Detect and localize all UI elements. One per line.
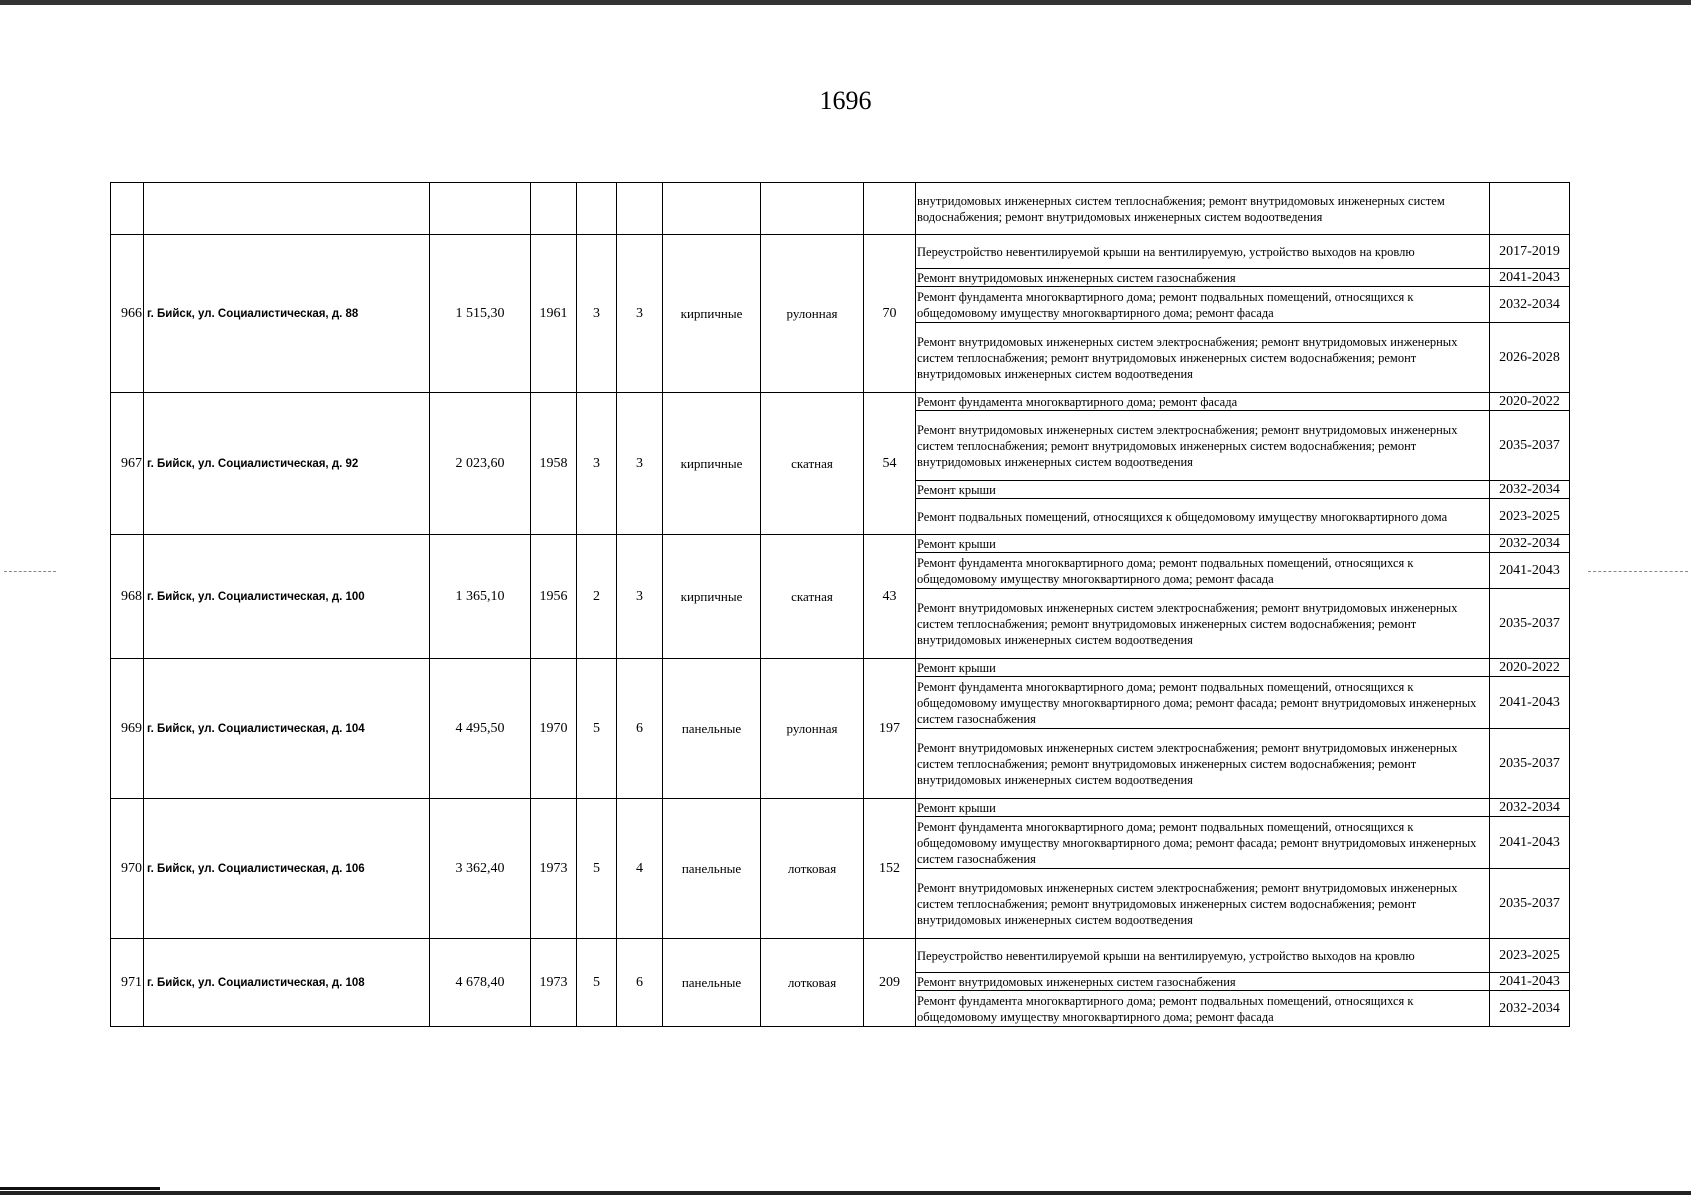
work-description: Ремонт крыши — [916, 799, 1490, 817]
floor-count: 5 — [577, 939, 617, 1027]
roof-type: скатная — [761, 535, 864, 659]
work-description: Ремонт внутридомовых инженерных систем газоснабжения — [916, 973, 1490, 991]
work-period: 2041-2043 — [1490, 973, 1570, 991]
work-period: 2032-2034 — [1490, 799, 1570, 817]
build-year: 1973 — [531, 939, 577, 1027]
row-number: 970 — [111, 799, 144, 939]
scan-top-edge — [0, 0, 1691, 5]
empty-cell — [761, 183, 864, 235]
total-area: 4 678,40 — [430, 939, 531, 1027]
wall-material: кирпичные — [663, 235, 761, 393]
build-year: 1961 — [531, 235, 577, 393]
page-number: 1696 — [819, 86, 872, 115]
house-address: г. Бийск, ул. Социалистическая, д. 100 — [144, 535, 430, 659]
row-number: 969 — [111, 659, 144, 799]
resident-count: 209 — [864, 939, 916, 1027]
work-period: 2017-2019 — [1490, 235, 1570, 269]
wall-material: кирпичные — [663, 535, 761, 659]
entrance-count: 3 — [617, 535, 663, 659]
build-year: 1958 — [531, 393, 577, 535]
housing-repair-table — [110, 182, 1570, 1027]
resident-count: 152 — [864, 799, 916, 939]
work-description: Ремонт фундамента многоквартирного дома; ремонт фасада — [916, 393, 1490, 411]
work-period: 2032-2034 — [1490, 481, 1570, 499]
floor-count: 5 — [577, 799, 617, 939]
empty-cell — [144, 183, 430, 235]
scan-margin-mark-left — [4, 571, 56, 573]
empty-cell — [430, 183, 531, 235]
house-address: г. Бийск, ул. Социалистическая, д. 88 — [144, 235, 430, 393]
roof-type: рулонная — [761, 235, 864, 393]
work-description: внутридомовых инженерных систем теплоснабжения; ремонт внутридомовых инженерных систем водоснабжения; ремонт внутридомовых инженерных систем водоотведения — [916, 183, 1490, 235]
work-period: 2023-2025 — [1490, 499, 1570, 535]
total-area: 1 515,30 — [430, 235, 531, 393]
build-year: 1970 — [531, 659, 577, 799]
table-row — [111, 799, 1570, 817]
work-description: Ремонт внутридомовых инженерных систем электроснабжения; ремонт внутридомовых инженерных систем теплоснабжения; ремонт внутридомовых инженерных систем водоснабжения; ремонт внутридомовых инженерных систем водоотведения — [916, 869, 1490, 939]
empty-cell — [531, 183, 577, 235]
work-description: Ремонт крыши — [916, 481, 1490, 499]
wall-material: панельные — [663, 799, 761, 939]
entrance-count: 6 — [617, 939, 663, 1027]
work-description: Ремонт подвальных помещений, относящихся к общедомовому имуществу многоквартирного дома — [916, 499, 1490, 535]
row-number: 971 — [111, 939, 144, 1027]
work-description: Ремонт фундамента многоквартирного дома; ремонт подвальных помещений, относящихся к общедомовому имуществу многоквартирного дома; ремонт фасада — [916, 991, 1490, 1027]
work-period: 2041-2043 — [1490, 553, 1570, 589]
work-period: 2035-2037 — [1490, 411, 1570, 481]
roof-type: скатная — [761, 393, 864, 535]
table-row-carryover — [111, 183, 1570, 235]
work-period — [1490, 183, 1570, 235]
work-period: 2041-2043 — [1490, 817, 1570, 869]
row-number: 968 — [111, 535, 144, 659]
floor-count: 3 — [577, 393, 617, 535]
total-area: 1 365,10 — [430, 535, 531, 659]
resident-count: 197 — [864, 659, 916, 799]
work-period: 2041-2043 — [1490, 269, 1570, 287]
work-period: 2035-2037 — [1490, 589, 1570, 659]
work-period: 2035-2037 — [1490, 729, 1570, 799]
wall-material: кирпичные — [663, 393, 761, 535]
work-period: 2041-2043 — [1490, 677, 1570, 729]
floor-count: 5 — [577, 659, 617, 799]
row-number: 966 — [111, 235, 144, 393]
total-area: 2 023,60 — [430, 393, 531, 535]
work-description: Ремонт фундамента многоквартирного дома; ремонт подвальных помещений, относящихся к общедомовому имуществу многоквартирного дома; ремонт фасада; ремонт внутридомовых инженерных систем газоснабжения — [916, 677, 1490, 729]
work-description: Ремонт крыши — [916, 659, 1490, 677]
table-row — [111, 939, 1570, 973]
total-area: 3 362,40 — [430, 799, 531, 939]
wall-material: панельные — [663, 939, 761, 1027]
work-description: Ремонт внутридомовых инженерных систем электроснабжения; ремонт внутридомовых инженерных систем теплоснабжения; ремонт внутридомовых инженерных систем водоснабжения; ремонт внутридомовых инженерных систем водоотведения — [916, 411, 1490, 481]
work-description: Переустройство невентилируемой крыши на вентилируемую, устройство выходов на кровлю — [916, 235, 1490, 269]
work-period: 2035-2037 — [1490, 869, 1570, 939]
work-description: Ремонт крыши — [916, 535, 1490, 553]
work-description: Ремонт внутридомовых инженерных систем электроснабжения; ремонт внутридомовых инженерных систем теплоснабжения; ремонт внутридомовых инженерных систем водоснабжения; ремонт внутридомовых инженерных систем водоотведения — [916, 729, 1490, 799]
scan-bottom-edge — [0, 1191, 1691, 1195]
house-address: г. Бийск, ул. Социалистическая, д. 108 — [144, 939, 430, 1027]
work-description: Переустройство невентилируемой крыши на вентилируемую, устройство выходов на кровлю — [916, 939, 1490, 973]
entrance-count: 3 — [617, 393, 663, 535]
resident-count: 70 — [864, 235, 916, 393]
entrance-count: 4 — [617, 799, 663, 939]
empty-cell — [111, 183, 144, 235]
total-area: 4 495,50 — [430, 659, 531, 799]
work-description: Ремонт фундамента многоквартирного дома; ремонт подвальных помещений, относящихся к общедомовому имуществу многоквартирного дома; ремонт фасада — [916, 287, 1490, 323]
work-period: 2026-2028 — [1490, 323, 1570, 393]
table-row — [111, 235, 1570, 269]
roof-type: рулонная — [761, 659, 864, 799]
house-address: г. Бийск, ул. Социалистическая, д. 104 — [144, 659, 430, 799]
table-row — [111, 393, 1570, 411]
work-description: Ремонт внутридомовых инженерных систем электроснабжения; ремонт внутридомовых инженерных систем теплоснабжения; ремонт внутридомовых инженерных систем водоснабжения; ремонт внутридомовых инженерных систем водоотведения — [916, 589, 1490, 659]
empty-cell — [617, 183, 663, 235]
scan-margin-mark-right — [1588, 571, 1688, 573]
floor-count: 2 — [577, 535, 617, 659]
build-year: 1973 — [531, 799, 577, 939]
work-description: Ремонт фундамента многоквартирного дома; ремонт подвальных помещений, относящихся к общедомовому имуществу многоквартирного дома; ремонт фасада — [916, 553, 1490, 589]
work-period: 2020-2022 — [1490, 659, 1570, 677]
work-period: 2020-2022 — [1490, 393, 1570, 411]
floor-count: 3 — [577, 235, 617, 393]
work-period: 2032-2034 — [1490, 535, 1570, 553]
table-row — [111, 535, 1570, 553]
house-address: г. Бийск, ул. Социалистическая, д. 92 — [144, 393, 430, 535]
work-period: 2032-2034 — [1490, 991, 1570, 1027]
work-description: Ремонт фундамента многоквартирного дома; ремонт подвальных помещений, относящихся к общедомовому имуществу многоквартирного дома; ремонт фасада; ремонт внутридомовых инженерных систем газоснабжения — [916, 817, 1490, 869]
entrance-count: 6 — [617, 659, 663, 799]
work-period: 2032-2034 — [1490, 287, 1570, 323]
work-description: Ремонт внутридомовых инженерных систем электроснабжения; ремонт внутридомовых инженерных систем теплоснабжения; ремонт внутридомовых инженерных систем водоснабжения; ремонт внутридомовых инженерных систем водоотведения — [916, 323, 1490, 393]
resident-count: 54 — [864, 393, 916, 535]
scan-bottom-mark — [0, 1187, 160, 1190]
table-row — [111, 659, 1570, 677]
roof-type: лотковая — [761, 799, 864, 939]
roof-type: лотковая — [761, 939, 864, 1027]
entrance-count: 3 — [617, 235, 663, 393]
house-address: г. Бийск, ул. Социалистическая, д. 106 — [144, 799, 430, 939]
empty-cell — [864, 183, 916, 235]
resident-count: 43 — [864, 535, 916, 659]
wall-material: панельные — [663, 659, 761, 799]
empty-cell — [663, 183, 761, 235]
build-year: 1956 — [531, 535, 577, 659]
work-period: 2023-2025 — [1490, 939, 1570, 973]
row-number: 967 — [111, 393, 144, 535]
work-description: Ремонт внутридомовых инженерных систем газоснабжения — [916, 269, 1490, 287]
empty-cell — [577, 183, 617, 235]
